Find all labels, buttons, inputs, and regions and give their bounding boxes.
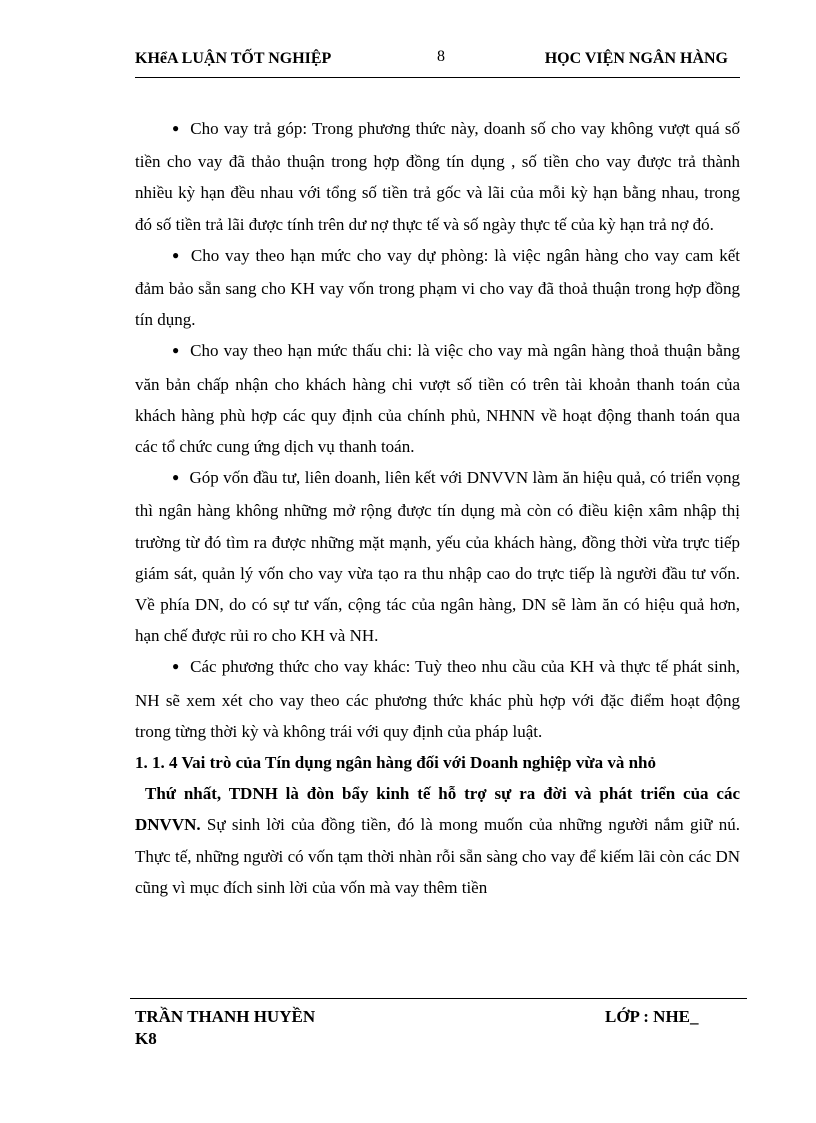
bullet-item: ● Góp vốn đầu tư, liên doanh, liên kết với DNVVN làm ăn hiệu quả, có triển vọng thì ngân hàng không những mở rộng được tín dụng mà còn có điều kiện xâm nhập thị trường từ đó tìm ra được những mặt mạnh, yếu của khách hàng, đồng thời vừa trực tiếp giám sát, quản lý vốn cho vay vừa tạo ra thu nhập cao do trực tiếp là người đầu tư vốn. Về phía DN, do có sự tư vấn, cộng tác của ngân hàng, DN sẽ làm ăn có hiệu quả hơn, hạn chế được rủi ro cho KH và NH. [135,468,741,646]
bullet-item: ● Cho vay theo hạn mức cho vay dự phòng: là việc ngân hàng cho vay cam kết đảm bảo sẵn sang cho KH vay vốn trong phạm vi cho vay đã thoả thuận trong hợp đồng tín dụng. [135,245,741,330]
bullet-item: ● Cho vay trả góp: Trong phương thức này, doanh số cho vay không vượt quá số tiền cho vay đã thảo thuận trong hợp đồng tín dụng , số tiền cho vay được trả thành nhiều kỳ hạn đều nhau với tổng số tiền trả gốc và lãi của mỗi kỳ hạn bằng nhau, trong đó số tiền trả lãi được tính trên dư nợ thực tế và số ngày thực tế của kỳ hạn trả nợ đó. [135,119,740,234]
bullet-icon: ● [172,121,181,135]
footer-author: TRẦN THANH HUYỀN [135,1007,316,1026]
header-thesis-title: KHểA LUẬN TỐT NGHIỆP [135,50,332,67]
body-paragraph [135,778,740,903]
bullet-icon: ● [172,247,181,262]
paragraph-lead: Thứ nhất, TDNH là đòn bẩy kinh tế hỗ trợ sự ra đời và phát triển của các DNVVN. [135,784,740,835]
section-heading: 1. 1. 4 Vai trò của Tín dụng ngân hàng đối với Doanh nghiệp vừa và nhỏ [135,753,656,773]
page-number: 8 [437,48,445,65]
bullet-item: ● Cho vay theo hạn mức thấu chi: là việc cho vay mà ngân hàng thoả thuận bằng văn bản chấp nhận cho khách hàng chi vượt số tiền có trên tài khoản thanh toán của khách hàng phù hợp các quy định của chính phủ, NHNN về hoạt động thanh toán qua các tổ chức cung ứng dịch vụ thanh toán. [135,341,741,457]
bullet-icon: ● [172,470,180,485]
bullet-item: ● Các phương thức cho vay khác: Tuỳ theo nhu cầu của KH và thực tế phát sinh, NH sẽ xem xét cho vay theo các phương thức khác phù hợp với đặc điểm hoạt động trong từng thời kỳ và không trái với quy định của pháp luật. [135,657,740,741]
footer-class: LỚP : NHE_ [605,1007,699,1026]
header-divider [135,77,740,78]
header-institution: HỌC VIỆN NGÂN HÀNG [544,50,728,67]
document-body [135,113,740,903]
bullet-icon: ● [172,659,181,674]
footer-class-suffix: K8 [135,1029,157,1048]
footer-divider [130,998,747,999]
page-header [135,48,740,76]
bullet-icon: ● [172,343,181,358]
paragraph-text: Sự sinh lời của đồng tiền, đó là mong muốn của những người nắm giữ nú. Thực tế, những người có vốn tạm thời nhàn rỗi sẵn sàng cho vay để kiếm lãi còn các DN cũng vì mục đích sinh lời của vốn mà vay thêm tiền [135,815,740,897]
